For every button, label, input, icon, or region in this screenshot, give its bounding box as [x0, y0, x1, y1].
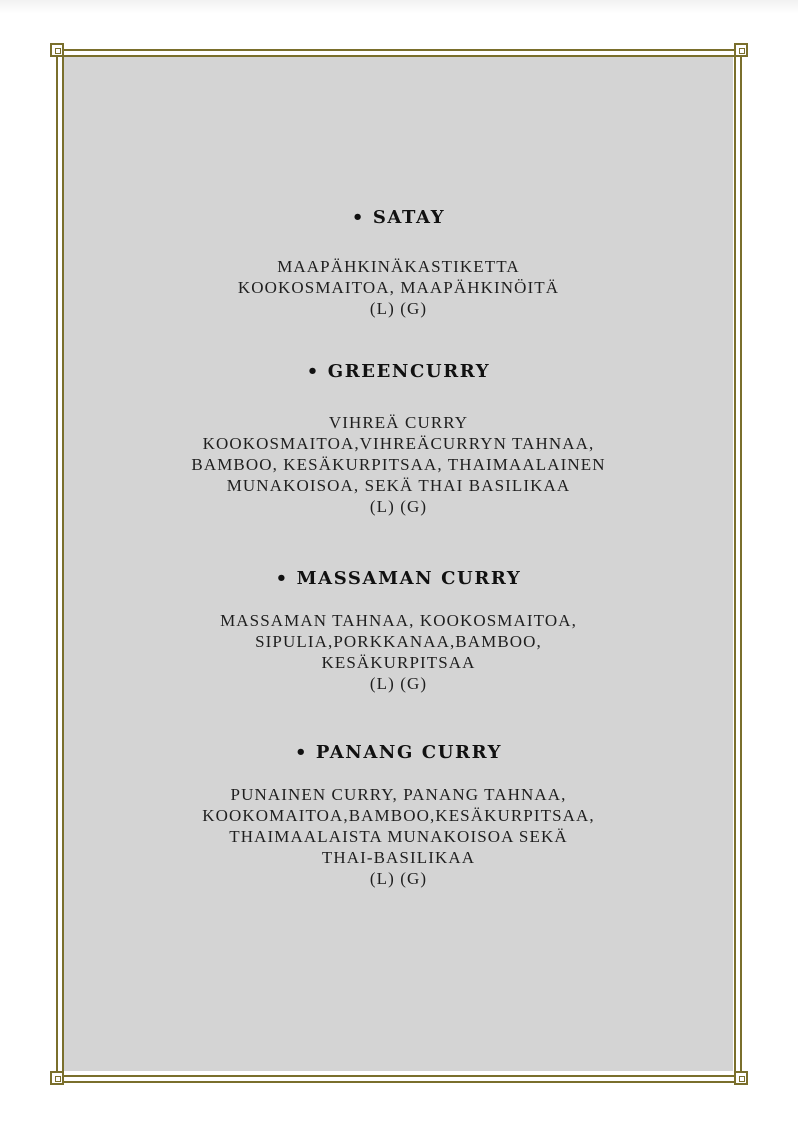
menu-item-description-satay [64, 256, 733, 319]
menu-item-title-greencurry: • GREENCURRY [306, 361, 491, 382]
description-line: THAI-BASILIKAA [321, 848, 476, 867]
menu-item-description-panang-curry [64, 784, 733, 889]
frame-right-outer [740, 50, 742, 1082]
description-line: VIHREÄ CURRY [328, 413, 469, 432]
menu-item-description-massaman-curry [64, 610, 733, 694]
menu-item-title-massaman-curry: • MASSAMAN CURRY [275, 568, 522, 589]
corner-ornament-top-right [734, 43, 748, 57]
diet-labels: (L) (G) [369, 869, 428, 888]
description-line: MUNAKOISOA, SEKÄ THAI BASILIKAA [226, 476, 571, 495]
diet-labels: (L) (G) [369, 299, 428, 318]
corner-ornament-top-left [50, 43, 64, 57]
description-line: KOOKOMAITOA,BAMBOO,KESÄKURPITSAA, [202, 806, 595, 825]
menu-item-description-greencurry [64, 412, 733, 517]
description-line: MASSAMAN TAHNAA, KOOKOSMAITOA, [220, 611, 577, 630]
description-line: KOOKOSMAITOA, MAAPÄHKINÖITÄ [237, 278, 560, 297]
menu-content [64, 0, 733, 1130]
diet-labels: (L) (G) [369, 497, 428, 516]
menu-item-title-panang-curry: • PANANG CURRY [294, 742, 503, 763]
frame-right-inner [734, 55, 736, 1077]
description-line: KESÄKURPITSAA [321, 653, 476, 672]
corner-ornament-bottom-left [50, 1071, 64, 1085]
description-line: PUNAINEN CURRY, PANANG TAHNAA, [230, 785, 567, 804]
diet-labels: (L) (G) [369, 674, 428, 693]
description-line: MAAPÄHKINÄKASTIKETTA [277, 257, 520, 276]
corner-ornament-bottom-right [734, 1071, 748, 1085]
frame-left-outer [56, 50, 58, 1082]
description-line: THAIMAALAISTA MUNAKOISOA SEKÄ [229, 827, 568, 846]
description-line: BAMBOO, KESÄKURPITSAA, THAIMAALAINEN [191, 455, 606, 474]
description-line: KOOKOSMAITOA,VIHREÄCURRYN TAHNAA, [202, 434, 595, 453]
menu-item-title-satay: • SATAY [351, 207, 446, 228]
description-line: SIPULIA,PORKKANAA,BAMBOO, [255, 632, 542, 651]
